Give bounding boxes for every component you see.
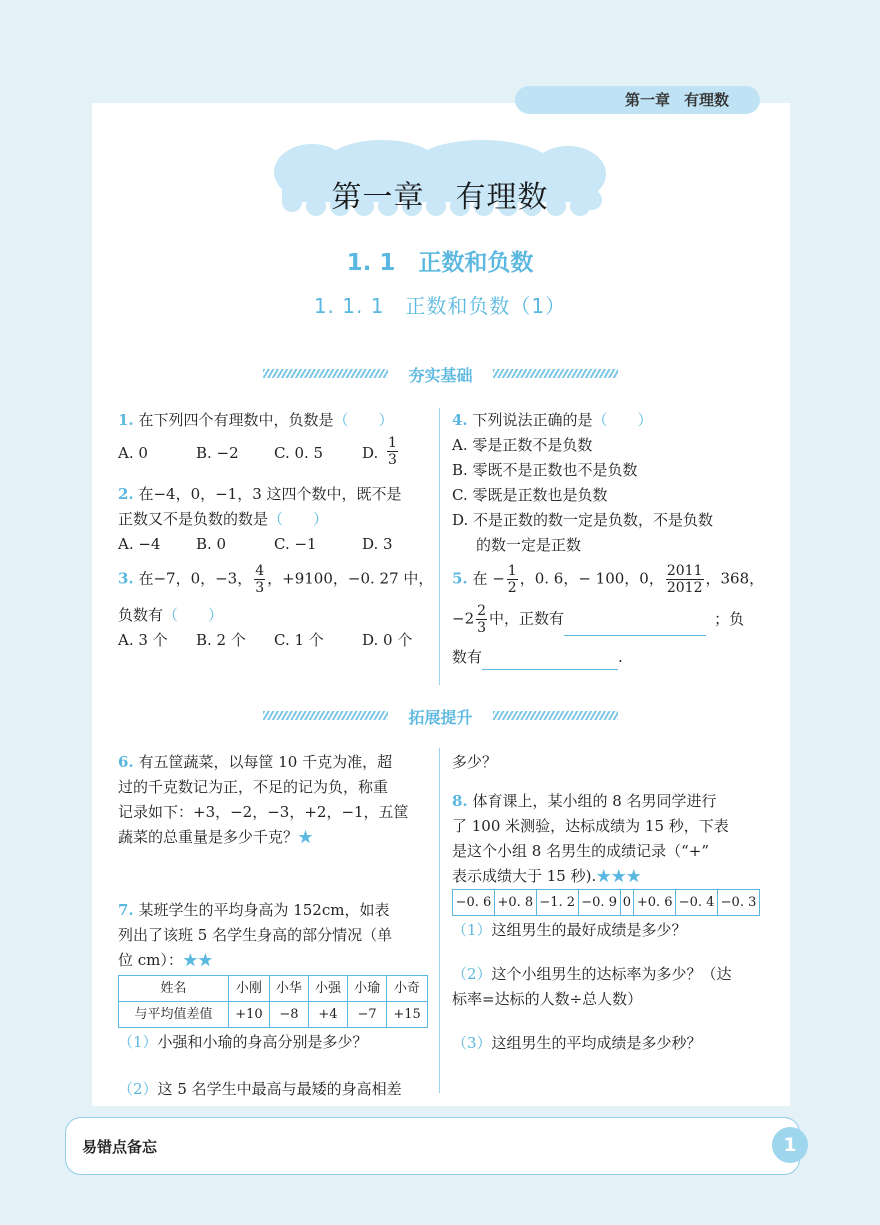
question-8	[452, 750, 767, 1056]
q8-sub1-label: （1）	[452, 921, 492, 939]
q3-number: 3.	[118, 569, 134, 588]
mistake-memo-label: 易错点备忘	[82, 1138, 158, 1156]
q5-text-pre: 在 −	[472, 569, 505, 588]
q1-option-b: B. −2	[196, 444, 239, 462]
chapter-title: 第一章 有理数	[331, 180, 549, 215]
chapter-tab-name: 有理数	[684, 91, 730, 109]
table-cell: −0. 4	[676, 890, 718, 916]
q8-sub2-continued: 标率=达标的人数÷总人数）	[452, 990, 643, 1008]
q4-option-c: C. 零既是正数也是负数	[452, 486, 608, 504]
q4-option-d: D. 不是正数的数一定是负数，不是负数	[452, 511, 714, 529]
q6-line3: 记录如下：+3，−2，−3，+2，−1，五筐	[118, 803, 409, 821]
q3-option-a: A. 3 个	[118, 631, 168, 649]
question-4	[452, 408, 767, 558]
q6-line1: 有五筐蔬菜，以每筐 10 千克为准，超	[138, 753, 393, 771]
q1-text: 在下列四个有理数中，负数是	[138, 411, 334, 429]
q8-number: 8.	[452, 792, 468, 810]
table-cell: +10	[229, 1002, 270, 1028]
q5-mixed-whole: −2	[452, 609, 475, 628]
table-cell: 姓名	[119, 976, 229, 1002]
q5-text-mid3: 中，正数有	[489, 609, 565, 628]
q3-text-post: ，+9100，−0. 27 中，	[267, 569, 434, 588]
q7-line1: 某班学生的平均身高为 152cm，如表	[138, 901, 390, 919]
table-cell: 小瑜	[348, 976, 387, 1002]
q6-number: 6.	[118, 753, 134, 771]
q2-option-b: B. 0	[196, 535, 227, 553]
q5-text-mid1: ，0. 6，− 100，0，	[519, 569, 664, 588]
q8-score-table	[452, 889, 760, 916]
q7-sub1-label: （1）	[118, 1033, 158, 1051]
page-number: 1	[772, 1127, 808, 1163]
table-cell: −8	[269, 1002, 308, 1028]
q4-text: 下列说法正确的是	[472, 411, 593, 429]
q3-option-d: D. 0 个	[362, 631, 413, 649]
table-cell: 小刚	[229, 976, 270, 1002]
q7-sub2-text: 这 5 名学生中最高与最矮的身高相差	[157, 1080, 402, 1098]
q2-paren: （ ）	[268, 510, 329, 528]
table-cell: 0	[620, 890, 634, 916]
q8-line2: 了 100 米测验，达标成绩为 15 秒，下表	[452, 817, 729, 835]
table-row	[119, 976, 428, 1002]
table-cell: 小华	[269, 976, 308, 1002]
column-divider-top	[439, 408, 440, 685]
q8-sub2-text: 这个小组男生的达标率为多少？（达	[491, 965, 732, 983]
q8-sub2-label: （2）	[452, 965, 492, 983]
q1-option-d-fraction: $\frac{1}{3}$	[388, 435, 397, 468]
q8-difficulty-stars: ★★★	[596, 867, 642, 885]
q2-option-d: D. 3	[362, 535, 393, 553]
q3-text-pre: 在−7，0，−3，	[138, 569, 253, 588]
q4-paren: （ ）	[592, 411, 653, 429]
section-title: 1. 1 正数和负数	[346, 250, 534, 276]
banner-basics-label: 夯实基础	[408, 366, 473, 385]
q8-sub3-text: 这组男生的平均成绩是多少秒？	[491, 1034, 702, 1052]
table-cell: 小奇	[387, 976, 428, 1002]
q7-number: 7.	[118, 901, 134, 919]
q7-sub2-continued: 多少？	[452, 753, 498, 771]
table-cell: +0. 8	[494, 890, 536, 916]
q1-option-d: D.	[362, 444, 379, 462]
q5-fraction-3: $\frac{2}{3}$	[477, 603, 487, 636]
question-1	[118, 408, 433, 471]
q1-paren: （ ）	[333, 411, 394, 429]
q2-option-c: C. −1	[274, 535, 317, 553]
q5-positive-answer-blank[interactable]	[564, 616, 706, 636]
question-5	[452, 563, 772, 670]
q7-sub2-label: （2）	[118, 1080, 158, 1098]
question-3	[118, 563, 438, 653]
table-cell: 小强	[308, 976, 347, 1002]
q4-number: 4.	[452, 411, 468, 429]
q4-option-d-continued: 的数一定是正数	[476, 536, 582, 554]
table-row	[119, 1002, 428, 1028]
q7-difficulty-stars: ★★	[182, 951, 213, 969]
table-cell: +15	[387, 1002, 428, 1028]
banner-advanced	[263, 705, 618, 727]
q3-text-line2: 负数有	[118, 606, 164, 624]
q5-fraction-1: $\frac{1}{2}$	[507, 563, 517, 596]
q5-fraction-2: $\frac{2011}{2012}$	[666, 563, 703, 596]
question-6	[118, 750, 433, 850]
q8-sub3-label: （3）	[452, 1034, 492, 1052]
q5-text-line3: 数有	[452, 648, 483, 666]
table-row	[453, 890, 760, 916]
table-cell: +0. 6	[634, 890, 676, 916]
q7-line3: 位 cm）：	[118, 951, 183, 969]
q3-option-b: B. 2 个	[196, 631, 246, 649]
q2-text-line2: 正数又不是负数的数是	[118, 510, 269, 528]
q5-text-end: .	[618, 648, 623, 666]
q2-option-a: A. −4	[118, 535, 161, 553]
table-cell: −0. 3	[718, 890, 760, 916]
q7-line2: 列出了该班 5 名学生身高的部分情况（单	[118, 926, 393, 944]
table-cell: −7	[348, 1002, 387, 1028]
q6-line4: 蔬菜的总重量是多少千克？	[118, 828, 299, 846]
q6-difficulty-stars: ★	[298, 828, 314, 846]
q3-option-c: C. 1 个	[274, 631, 324, 649]
banner-advanced-label: 拓展提升	[408, 708, 473, 727]
q5-text-mid2: ，368，	[705, 569, 765, 588]
q4-option-b: B. 零既不是正数也不是负数	[452, 461, 638, 479]
q8-line4: 表示成绩大于 15 秒).	[452, 867, 597, 885]
table-cell: −0. 6	[453, 890, 495, 916]
q3-fraction: $\frac{4}{3}$	[255, 563, 265, 596]
q7-sub1-text: 小强和小瑜的身高分别是多少？	[157, 1033, 368, 1051]
q4-option-a: A. 零是正数不是负数	[452, 436, 593, 454]
column-divider-bottom	[439, 748, 440, 1093]
mistake-memo-box[interactable]	[65, 1117, 800, 1175]
q5-number: 5.	[452, 569, 468, 588]
q5-negative-answer-blank[interactable]	[482, 650, 618, 670]
q2-text-line1: 在−4，0，−1，3 这四个数中，既不是	[138, 485, 402, 503]
table-cell: −1. 2	[536, 890, 578, 916]
table-cell: 与平均值差值	[119, 1002, 229, 1028]
table-cell: −0. 9	[578, 890, 620, 916]
table-cell: +4	[308, 1002, 347, 1028]
q6-line2: 过的千克数记为正，不足的记为负，称重	[118, 778, 389, 796]
q1-option-c: C. 0. 5	[274, 444, 324, 462]
q8-sub1-text: 这组男生的最好成绩是多少？	[491, 921, 687, 939]
q1-option-a: A. 0	[118, 444, 148, 462]
chapter-tab	[515, 86, 760, 114]
chapter-tab-number: 第一章	[625, 91, 671, 109]
q2-number: 2.	[118, 485, 134, 503]
question-7	[118, 898, 438, 1102]
banner-basics	[263, 363, 618, 385]
q5-text-semi: ；负	[714, 609, 745, 628]
q8-line1: 体育课上，某小组的 8 名男同学进行	[472, 792, 717, 810]
question-2	[118, 482, 433, 557]
q3-paren: （ ）	[163, 606, 224, 624]
q8-line3: 是这个小组 8 名男生的成绩记录（“+”	[452, 842, 709, 860]
q7-height-table	[118, 975, 428, 1028]
subsection-title: 1. 1. 1 正数和负数（1）	[313, 294, 567, 318]
q1-number: 1.	[118, 411, 134, 429]
